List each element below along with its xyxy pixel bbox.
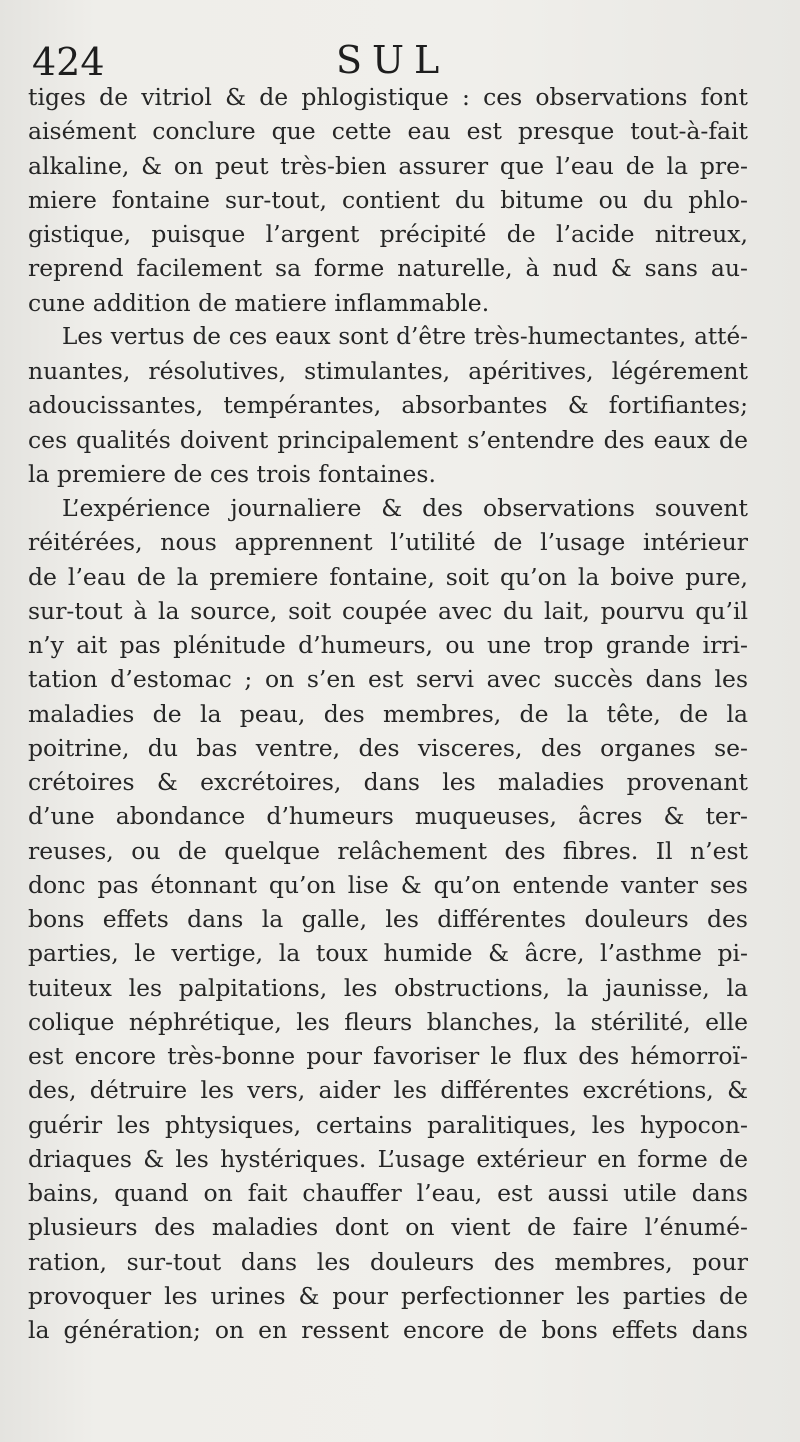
text-line: reuses, ou de quelque relâchement des fibres. Il n’est xyxy=(28,836,748,865)
text-line: réitérées, nous apprennent l’utilité de l’usage intérieur xyxy=(28,528,748,557)
text-line: provoquer les urines & pour perfectionner les parties de xyxy=(28,1281,748,1310)
text-line: ces qualités doivent principalement s’entendre des eaux de xyxy=(28,425,748,454)
text-line: gistique, puisque l’argent précipité de l’acide nitreux, xyxy=(28,220,748,248)
text-line: plusieurs des maladies dont on vient de faire l’énumé- xyxy=(28,1213,748,1242)
running-head: SUL xyxy=(336,38,450,82)
paragraph-start-line: Les vertus de ces eaux sont d’être très-humectantes, atté- xyxy=(62,323,748,350)
paragraph-start-line: L’expérience journaliere & des observations souvent xyxy=(62,494,748,522)
text-line: reprend facilement sa forme naturelle, à nud & sans au- xyxy=(28,254,748,283)
text-line: aisément conclure que cette eau est presque tout-à-fait xyxy=(28,117,748,146)
text-line: donc pas étonnant qu’on lise & qu’on entende vanter ses xyxy=(28,870,748,899)
page-number: 424 xyxy=(32,40,105,84)
text-line: des, détruire les vers, aider les différentes excrétions, & xyxy=(28,1076,748,1105)
text-line: cune addition de matiere inflammable. xyxy=(28,288,490,317)
text-line: ration, sur-tout dans les douleurs des membres, pour xyxy=(28,1247,748,1276)
text-line: bains, quand on fait chauffer l’eau, est aussi utile dans xyxy=(28,1179,748,1207)
text-line: miere fontaine sur-tout, contient du bitume ou du phlo- xyxy=(28,185,748,214)
text-line: alkaline, & on peut très-bien assurer que l’eau de la pre- xyxy=(28,151,748,180)
text-line: tation d’estomac ; on s’en est servi avec succès dans les xyxy=(28,665,748,694)
text-line: maladies de la peau, des membres, de la tête, de la xyxy=(28,699,748,728)
text-line: sur-tout à la source, soit coupée avec du lait, pourvu qu’il xyxy=(28,596,748,625)
text-line: poitrine, du bas ventre, des visceres, des organes se- xyxy=(28,733,748,762)
text-line: parties, le vertige, la toux humide & âcre, l’asthme pi- xyxy=(28,939,748,968)
text-line: colique néphrétique, les fleurs blanches, la stérilité, elle xyxy=(28,1007,748,1036)
text-line: d’une abondance d’humeurs muqueuses, âcres & ter- xyxy=(28,802,748,831)
text-line: la premiere de ces trois fontaines. xyxy=(28,459,436,488)
text-line: est encore très-bonne pour favoriser le flux des hémorroï- xyxy=(28,1042,748,1070)
body-text xyxy=(28,80,748,1347)
text-line: la génération; on en ressent encore de bons effets dans xyxy=(28,1316,748,1344)
text-line: bons effets dans la galle, les différentes douleurs des xyxy=(28,905,748,933)
text-line: crétoires & excrétoires, dans les maladies provenant xyxy=(28,768,748,796)
text-line: adoucissantes, tempérantes, absorbantes & fortifiantes; xyxy=(28,391,748,420)
text-line: tiges de vitriol & de phlogistique : ces observations font xyxy=(28,83,748,111)
text-line: nuantes, résolutives, stimulantes, apéritives, légérement xyxy=(28,357,748,385)
text-line: guérir les phtysiques, certains paralitiques, les hypocon- xyxy=(28,1110,748,1139)
text-line: tuiteux les palpitations, les obstructions, la jaunisse, la xyxy=(28,973,748,1002)
text-line: de l’eau de la premiere fontaine, soit qu’on la boive pure, xyxy=(28,562,748,591)
text-line: driaques & les hystériques. L’usage extérieur en forme de xyxy=(28,1144,748,1173)
text-line: n’y ait pas plénitude d’humeurs, ou une trop grande irri- xyxy=(28,631,748,659)
